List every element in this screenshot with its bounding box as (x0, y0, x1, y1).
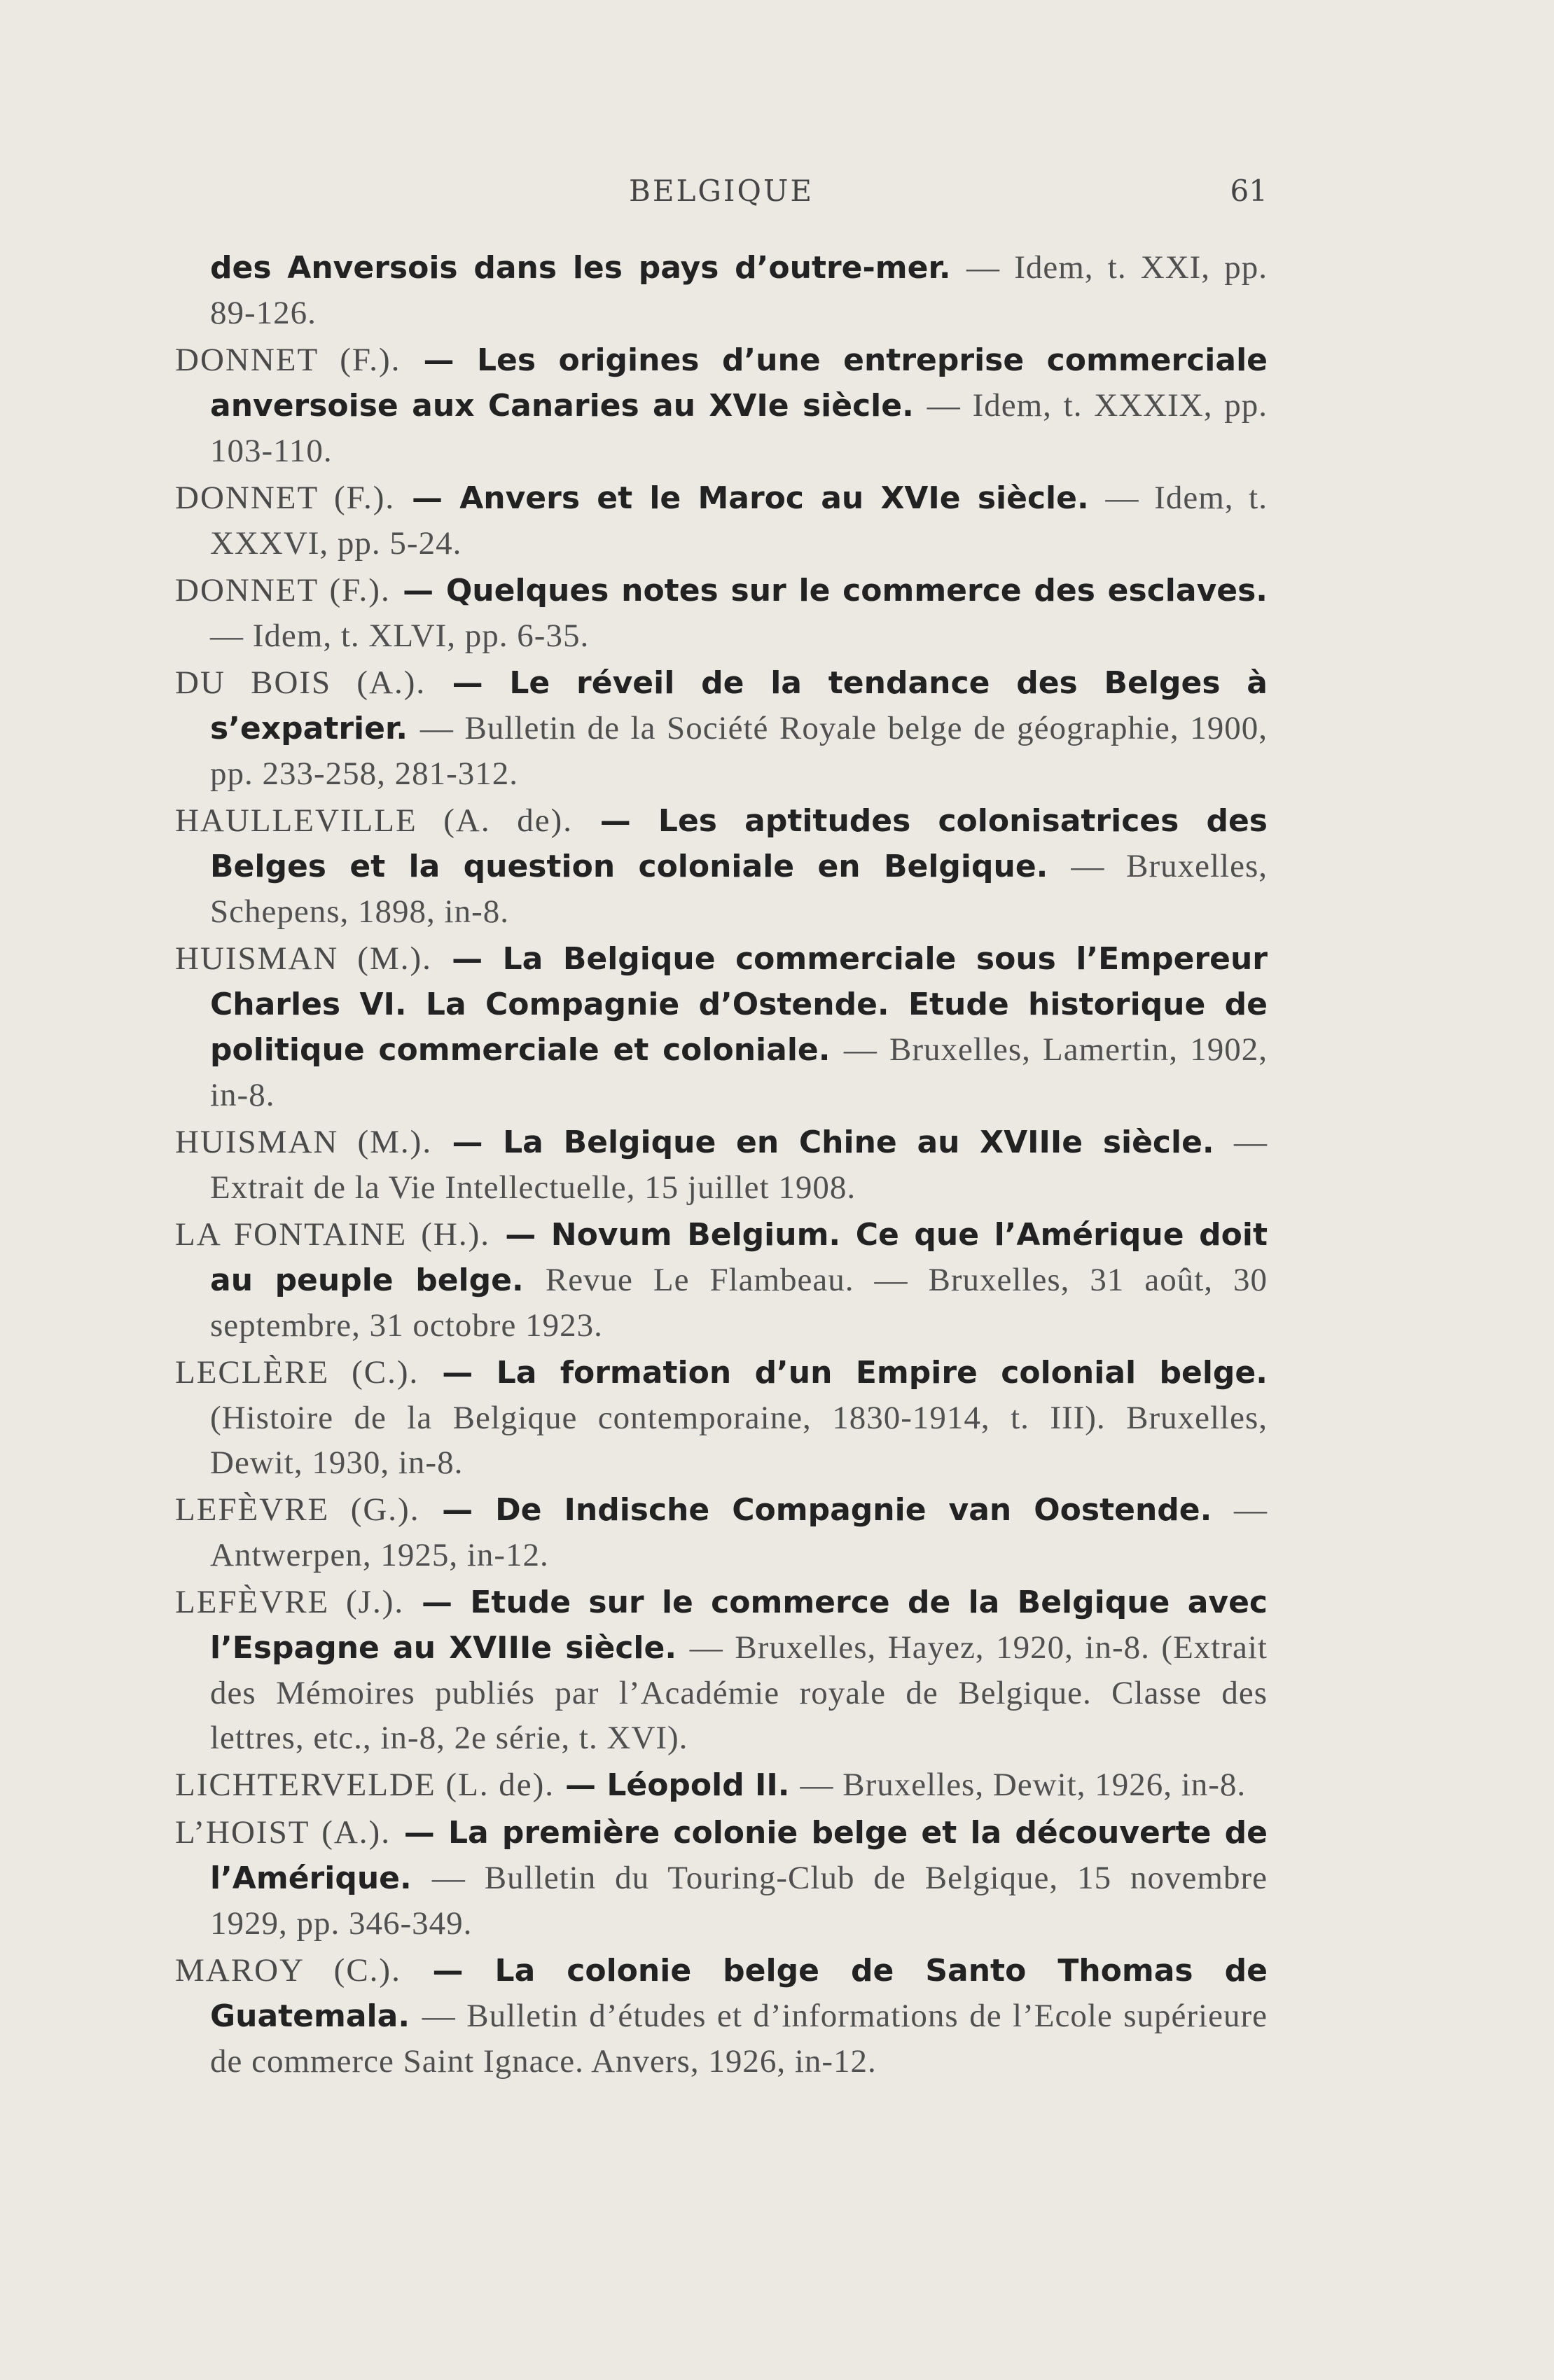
entry-author: DU BOIS (A.). (175, 664, 426, 701)
bibliography-list (175, 245, 1268, 2086)
bibliography-entry (175, 568, 1268, 658)
entry-publication: — Antwerpen, 1925, in-12. (210, 1491, 1268, 1573)
bibliography-entry (175, 1948, 1268, 2084)
entry-publication: — Bruxelles, Lamertin, 1902, in-8. (210, 1031, 1268, 1113)
running-title: BELGIQUE (628, 174, 814, 208)
entry-author: LA FONTAINE (H.). (175, 1216, 490, 1253)
bibliography-entry (175, 1212, 1268, 1348)
entry-publication: — Bulletin du Touring-Club de Belgique, 15 novembre 1929, pp. 346-349. (210, 1860, 1268, 1942)
entry-publication: (Histoire de la Belgique contemporaine, 1830-1914, t. III). Bruxelles, Dewit, 1930, in-8. (210, 1400, 1268, 1481)
entry-author: HAULLEVILLE (A. de). (175, 802, 573, 839)
entry-title: — Les aptitudes colonisatrices des Belges et la question coloniale en Belgique. (210, 803, 1268, 884)
entry-author: HUISMAN (M.). (175, 1124, 433, 1160)
running-head (175, 174, 1268, 223)
bibliography-entry (175, 936, 1268, 1118)
entry-publication: — Bruxelles, Hayez, 1920, in-8. (Extrait des Mémoires publiés par l’Académie royale de Belgique. Classe des lettres, etc., in-8, 2e série, t. XVI). (210, 1629, 1268, 1756)
bibliography-entry (175, 245, 1268, 335)
bibliography-entry (175, 1487, 1268, 1578)
bibliography-entry (175, 1762, 1268, 1808)
entry-author: MAROY (C.). (175, 1952, 401, 1989)
bibliography-entry (175, 337, 1268, 473)
entry-author: DONNET (F.). (175, 342, 401, 378)
entry-title: — Novum Belgium. Ce que l’Amérique doit au peuple belge. (210, 1217, 1268, 1298)
entry-publication: — Idem, t. XXI, pp. 89-126. (210, 249, 1268, 331)
entry-title: — La première colonie belge et la découverte de l’Amérique. (210, 1815, 1268, 1896)
entry-title: — Léopold II. (565, 1767, 790, 1803)
entry-author: LEFÈVRE (G.). (175, 1491, 420, 1528)
entry-title: — Anvers et le Maroc au XVIe siècle. (412, 480, 1089, 516)
entry-title: — La Belgique commerciale sous l’Empereur Charles VI. La Compagnie d’Ostende. Etude historique de politique commerciale et coloniale. (210, 941, 1268, 1068)
entry-title: — La formation d’un Empire colonial belge. (442, 1355, 1268, 1391)
entry-title: — Le réveil de la tendance des Belges à s’expatrier. (210, 665, 1268, 746)
bibliography-entry (175, 1810, 1268, 1946)
bibliography-entry (175, 798, 1268, 934)
entry-publication: — Idem, t. XXXVI, pp. 5-24. (210, 480, 1268, 562)
entry-publication: — Idem, t. XXXIX, pp. 103-110. (210, 387, 1268, 469)
entry-author: DONNET (F.). (175, 480, 396, 516)
bibliography-entry (175, 1350, 1268, 1485)
entry-title: — Quelques notes sur le commerce des esclaves. (403, 573, 1268, 608)
entry-publication: — Bulletin d’études et d’informations de l’Ecole supérieure de commerce Saint Ignace. Anvers, 1926, in-12. (210, 1998, 1268, 2080)
entry-publication: — Idem, t. XLVI, pp. 6-35. (210, 618, 590, 654)
bibliography-entry (175, 1580, 1268, 1760)
entry-title: — Etude sur le commerce de la Belgique avec l’Espagne au XVIIIe siècle. (210, 1585, 1268, 1666)
entry-author: HUISMAN (M.). (175, 940, 432, 977)
page-number: 61 (1230, 174, 1268, 208)
entry-author: L’HOIST (A.). (175, 1814, 391, 1851)
entry-publication: — Bruxelles, Dewit, 1926, in-8. (800, 1767, 1247, 1803)
entry-title: — La Belgique en Chine au XVIIIe siècle. (452, 1125, 1214, 1160)
bibliography-entry (175, 660, 1268, 796)
entry-author: DONNET (F.). (175, 572, 391, 608)
entry-publication: Revue Le Flambeau. — Bruxelles, 31 août, 30 septembre, 31 octobre 1923. (210, 1262, 1268, 1344)
entry-title: — La colonie belge de Santo Thomas de Guatemala. (210, 1953, 1268, 2034)
entry-author: LICHTERVELDE (L. de). (175, 1767, 555, 1803)
bibliography-entry (175, 475, 1268, 566)
entry-publication: — Bulletin de la Société Royale belge de géographie, 1900, pp. 233-258, 281-312. (210, 710, 1268, 792)
entry-publication: — Extrait de la Vie Intellectuelle, 15 juillet 1908. (210, 1124, 1268, 1206)
entry-author: LEFÈVRE (J.). (175, 1584, 405, 1620)
bibliography-entry (175, 1120, 1268, 1210)
entry-publication: — Bruxelles, Schepens, 1898, in-8. (210, 848, 1268, 930)
entry-author: LECLÈRE (C.). (175, 1354, 419, 1391)
entry-title: des Anversois dans les pays d’outre-mer. (210, 250, 951, 286)
entry-title: — De Indische Compagnie van Oostende. (442, 1492, 1212, 1528)
entry-title: — Les origines d’une entreprise commerciale anversoise aux Canaries au XVIe siècle. (210, 342, 1268, 424)
